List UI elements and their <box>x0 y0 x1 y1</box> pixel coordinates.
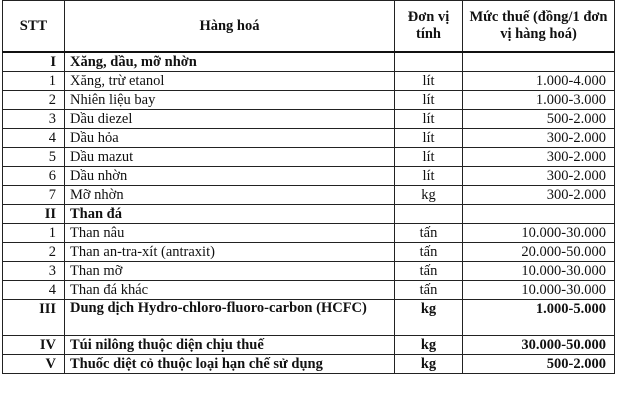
cell-goods: Than nâu <box>65 224 395 243</box>
table-header-row <box>3 1 615 53</box>
cell-goods: Dầu nhờn <box>65 167 395 186</box>
cell-rate: 10.000-30.000 <box>463 224 615 243</box>
cell-goods: Dầu hỏa <box>65 129 395 148</box>
cell-unit <box>395 205 463 224</box>
cell-rate <box>463 52 615 72</box>
cell-unit: lít <box>395 72 463 91</box>
header-rate: Mức thuế (đồng/1 đơn vị hàng hoá) <box>463 1 615 53</box>
cell-goods: Túi nilông thuộc diện chịu thuế <box>65 336 395 355</box>
cell-stt: 2 <box>3 91 65 110</box>
cell-stt: IV <box>3 336 65 355</box>
cell-unit <box>395 52 463 72</box>
cell-goods: Xăng, trừ etanol <box>65 72 395 91</box>
cell-goods: Dung dịch Hydro-chloro-fluoro-carbon (HCFC) <box>65 300 395 336</box>
table-row <box>3 72 615 91</box>
cell-rate <box>463 205 615 224</box>
table-row <box>3 281 615 300</box>
cell-stt: 4 <box>3 129 65 148</box>
cell-goods: Nhiên liệu bay <box>65 91 395 110</box>
table-group-row <box>3 336 615 355</box>
table-row <box>3 167 615 186</box>
table-row <box>3 186 615 205</box>
cell-unit: lít <box>395 167 463 186</box>
cell-rate: 300-2.000 <box>463 148 615 167</box>
cell-goods: Than mỡ <box>65 262 395 281</box>
table-group-row <box>3 355 615 374</box>
cell-rate: 10.000-30.000 <box>463 262 615 281</box>
cell-stt: II <box>3 205 65 224</box>
cell-rate: 10.000-30.000 <box>463 281 615 300</box>
cell-goods: Dầu mazut <box>65 148 395 167</box>
table-row <box>3 262 615 281</box>
cell-unit: kg <box>395 355 463 374</box>
table-row <box>3 110 615 129</box>
cell-rate: 1.000-4.000 <box>463 72 615 91</box>
cell-rate: 1.000-3.000 <box>463 91 615 110</box>
cell-rate: 1.000-5.000 <box>463 300 615 336</box>
table-body <box>3 52 615 374</box>
table-row <box>3 148 615 167</box>
cell-unit: tấn <box>395 224 463 243</box>
cell-stt: 1 <box>3 224 65 243</box>
cell-rate: 20.000-50.000 <box>463 243 615 262</box>
cell-stt: 5 <box>3 148 65 167</box>
cell-unit: tấn <box>395 262 463 281</box>
table-group-row <box>3 52 615 72</box>
cell-stt: 4 <box>3 281 65 300</box>
cell-rate: 300-2.000 <box>463 167 615 186</box>
cell-goods: Than đá <box>65 205 395 224</box>
cell-unit: tấn <box>395 281 463 300</box>
cell-unit: kg <box>395 336 463 355</box>
cell-stt: I <box>3 52 65 72</box>
cell-stt: V <box>3 355 65 374</box>
cell-stt: 3 <box>3 262 65 281</box>
cell-stt: 6 <box>3 167 65 186</box>
header-goods: Hàng hoá <box>65 1 395 53</box>
cell-goods: Than đá khác <box>65 281 395 300</box>
cell-stt: 1 <box>3 72 65 91</box>
cell-rate: 300-2.000 <box>463 186 615 205</box>
header-stt: STT <box>3 1 65 53</box>
table-row <box>3 91 615 110</box>
cell-stt: 3 <box>3 110 65 129</box>
table-group-row <box>3 205 615 224</box>
cell-unit: lít <box>395 148 463 167</box>
table-row <box>3 243 615 262</box>
cell-goods: Mỡ nhờn <box>65 186 395 205</box>
cell-rate: 500-2.000 <box>463 110 615 129</box>
cell-stt: III <box>3 300 65 336</box>
cell-unit: lít <box>395 129 463 148</box>
cell-unit: lít <box>395 110 463 129</box>
cell-unit: lít <box>395 91 463 110</box>
cell-rate: 30.000-50.000 <box>463 336 615 355</box>
cell-goods: Dầu diezel <box>65 110 395 129</box>
cell-rate: 500-2.000 <box>463 355 615 374</box>
cell-unit: kg <box>395 186 463 205</box>
cell-unit: kg <box>395 300 463 336</box>
cell-goods: Than an-tra-xít (antraxit) <box>65 243 395 262</box>
cell-rate: 300-2.000 <box>463 129 615 148</box>
table-row <box>3 129 615 148</box>
table-row <box>3 224 615 243</box>
table-group-row <box>3 300 615 336</box>
header-unit: Đơn vị tính <box>395 1 463 53</box>
cell-stt: 2 <box>3 243 65 262</box>
cell-goods: Xăng, dầu, mỡ nhờn <box>65 52 395 72</box>
cell-stt: 7 <box>3 186 65 205</box>
cell-goods: Thuốc diệt cỏ thuộc loại hạn chế sử dụng <box>65 355 395 374</box>
cell-unit: tấn <box>395 243 463 262</box>
tax-rate-table <box>2 0 615 374</box>
